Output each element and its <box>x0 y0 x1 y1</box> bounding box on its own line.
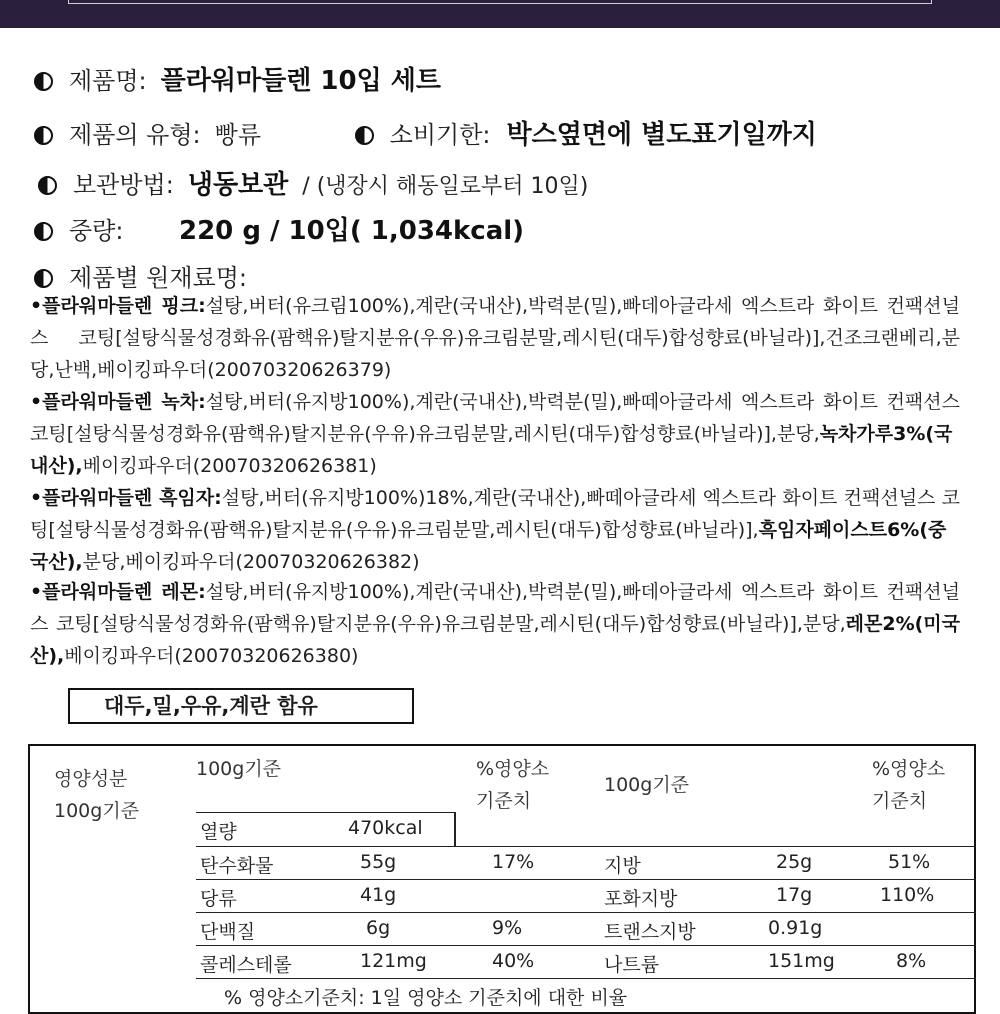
product-name-value: 플라워마들렌 10입 세트 <box>160 66 441 96</box>
ingredient-text: 설탕,버터(유지방100%)18%,계란(국내산),빠떼아글라세 엑스트라 화이트 컨팩션널스 코팅[설탕식물성경화유(팜핵유)탈지분유(우유)유크림분말,레시틴(대두)합성향료(바닐라)], <box>30 487 961 541</box>
nutrition-side-basis: 100g기준 <box>54 800 140 822</box>
allergy-box: 대두,밀,우유,계란 함유 <box>68 688 414 724</box>
ingredient-text: 설탕,버터(유지방100%),계란(국내산),박력분(밀),빠데아글라세 엑스트라 화이트 컨팩션널스 코팅[설탕식물성경화유(팜핵유)탈지분유(우유)유크림분말,레시틴(대두)합성향료(바닐라)],분당, <box>30 581 960 635</box>
footnote-row <box>196 978 976 1012</box>
ingredients-heading: 제품별 원재료명: <box>69 264 248 292</box>
product-type-value: 빵류 <box>214 121 262 149</box>
ingredient-text: 설탕,버터(유크림100%),계란(국내산),박력분(밀),빠데아글라세 엑스트라 화이트 컨팩션널스 코팅[설탕식물성경화유(팜핵유)탈지분유(우유)유크림분말,레시틴(대두)합성향료(바닐라)],건조크랜베리,분당,난백,베이킹파우더(20070320626379) <box>30 295 960 381</box>
nutrient-amount: 121mg <box>360 950 427 972</box>
product-type-label: 제품의 유형: <box>69 121 201 149</box>
nutrient-name: 콜레스테롤 <box>200 954 292 976</box>
weight-line <box>34 210 524 247</box>
half-circle-icon <box>34 126 53 145</box>
nutrient-amount: 0.91g <box>768 917 823 939</box>
half-circle-icon <box>355 126 374 145</box>
storage-line <box>38 164 588 201</box>
ingredient-name: •플라워마들렌 녹차: <box>30 391 206 413</box>
half-circle-icon <box>38 176 57 195</box>
ingredient-greentea <box>30 386 960 482</box>
ingredient-pink <box>30 290 960 386</box>
col-dv-left: %영양소 <box>476 758 550 780</box>
storage-label: 보관방법: <box>73 171 174 199</box>
nutrient-dv: 17% <box>492 851 535 873</box>
nutrient-row <box>196 912 976 946</box>
col-dv-right: %영양소 <box>872 758 946 780</box>
nutrition-side-label: 영양성분 <box>54 768 128 790</box>
calories-row <box>196 812 454 846</box>
col-basis-left: 100g기준 <box>196 758 282 780</box>
nutrient-row <box>196 945 976 979</box>
nutrient-row <box>196 846 976 880</box>
nutrient-amount: 55g <box>360 851 397 873</box>
col-basis-right: 100g기준 <box>604 774 690 796</box>
nutrient-amount: 6g <box>366 917 391 939</box>
half-circle-icon <box>34 222 53 241</box>
nutrient-name: 트랜스지방 <box>604 921 696 943</box>
nutrient-dv: 110% <box>880 884 935 906</box>
nutrient-amount: 151mg <box>768 950 835 972</box>
ingredient-text-end: 분당,베이킹파우더(20070320626382) <box>82 551 420 573</box>
nutrient-dv: 51% <box>888 851 931 873</box>
storage-note: / (냉장시 해동일로부터 10일) <box>302 174 589 199</box>
weight-value: 220 g / 10입( 1,034kcal) <box>179 216 525 246</box>
nutrient-dv: 9% <box>492 917 523 939</box>
col-dv-left-2: 기준치 <box>476 790 532 812</box>
calories-value: 470kcal <box>348 817 423 839</box>
ingredient-name: •플라워마들렌 레몬: <box>30 581 206 603</box>
ingredient-name: •플라워마들렌 핑크: <box>30 295 206 317</box>
ingredients-heading-line <box>34 258 247 293</box>
product-name-line <box>34 60 441 97</box>
calories-divider <box>454 812 456 846</box>
nutrient-amount: 41g <box>360 884 397 906</box>
nutrient-row <box>196 879 976 913</box>
nutrient-name: 단백질 <box>200 921 256 943</box>
ingredient-text: 설탕,버터(유지방100%),계란(국내산),박력분(밀),빠떼아글라세 엑스트라 화이트 컨팩션스 코팅[설탕식물성경화유(팜핵유)탈지분유(우유)유크림분말,레시틴(대두)합성향료(바닐라)],분당, <box>30 391 960 445</box>
col-dv-right-2: 기준치 <box>872 790 928 812</box>
storage-value: 냉동보관 <box>187 170 289 200</box>
nutrient-name: 탄수화물 <box>200 855 274 877</box>
ingredient-highlight: 레몬2%(미국산), <box>30 613 960 667</box>
ingredient-text-end: 베이킹파우더(20070320626381) <box>82 455 377 477</box>
ingredient-text-end: 베이킹파우더(20070320626380) <box>64 645 359 667</box>
weight-label: 중량: <box>69 217 124 245</box>
nutrient-name: 포화지방 <box>604 888 678 910</box>
nutrient-amount: 17g <box>776 884 813 906</box>
top-banner <box>0 0 1000 28</box>
ingredient-lemon <box>30 576 960 672</box>
ingredient-blacksesame <box>30 482 960 578</box>
expiry-value: 박스옆면에 별도표기일까지 <box>506 120 817 150</box>
half-circle-icon <box>34 72 53 91</box>
product-type-line <box>34 114 817 151</box>
nutrition-footnote: % 영양소기준치: 1일 영양소 기준치에 대한 비율 <box>224 987 628 1009</box>
ingredient-highlight: 녹차가루3%(국내산), <box>30 423 953 477</box>
top-banner-frame <box>68 0 932 4</box>
product-name-label: 제품명: <box>69 67 147 95</box>
ingredient-name: •플라워마들렌 흑임자: <box>30 487 222 509</box>
expiry-label: 소비기한: <box>389 121 491 149</box>
nutrition-table <box>28 744 976 1014</box>
calories-label: 열량 <box>200 821 237 843</box>
nutrient-amount: 25g <box>776 851 813 873</box>
ingredient-highlight: 흑임자페이스트6%(중국산), <box>30 519 947 573</box>
nutrient-name: 나트륨 <box>604 954 660 976</box>
nutrient-name: 지방 <box>604 855 641 877</box>
half-circle-icon <box>34 269 53 288</box>
nutrient-dv: 40% <box>492 950 535 972</box>
nutrient-dv: 8% <box>896 950 927 972</box>
nutrient-name: 당류 <box>200 888 237 910</box>
